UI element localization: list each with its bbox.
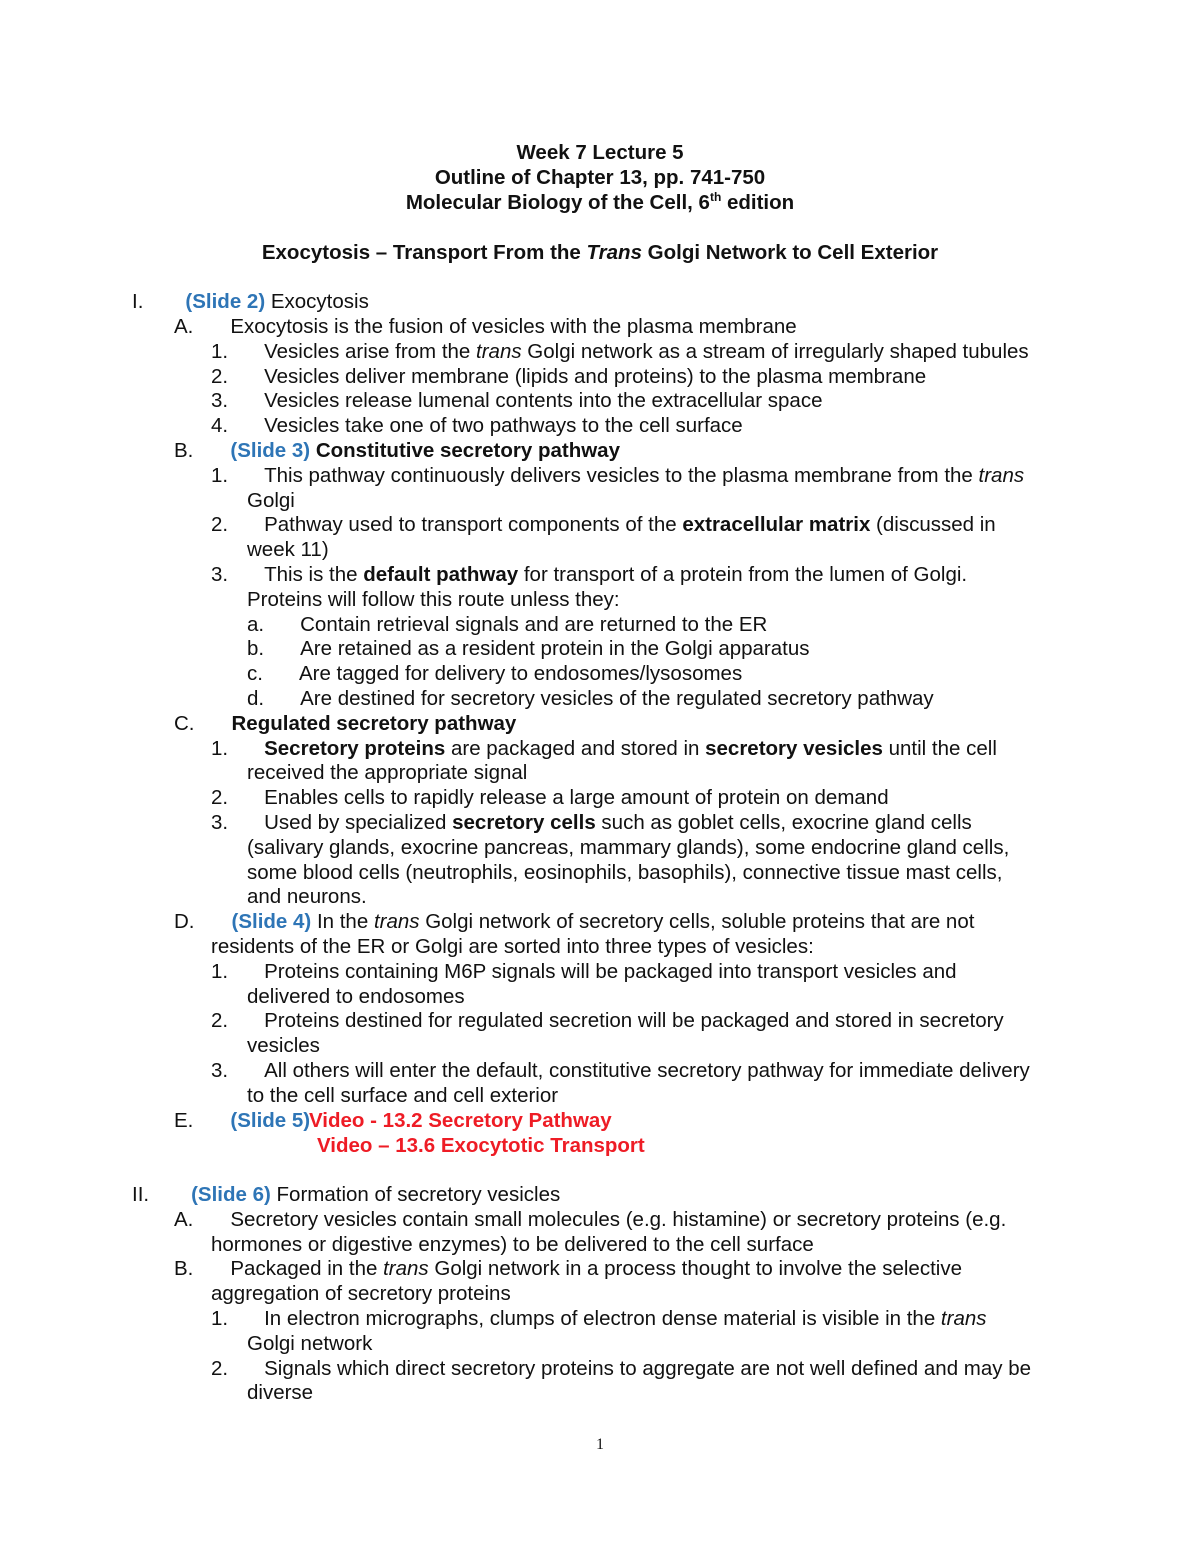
item-i-d-3: 3. All others will enter the default, constitutive secretory pathway for immediate delivery xyxy=(211,1059,1030,1082)
item-i-b-3-b: b. Are retained as a resident protein in the Golgi apparatus xyxy=(247,637,810,660)
header-week-line: Week 7 Lecture 5 xyxy=(516,141,684,164)
item-ii-a-cont: hormones or digestive enzymes) to be delivered to the cell surface xyxy=(211,1233,814,1256)
item-ii-b-2: 2. Signals which direct secretory proteins to aggregate are not well defined and may be xyxy=(211,1357,1032,1380)
item-i-b-3-c: c. Are tagged for delivery to endosomes/lysosomes xyxy=(247,662,743,685)
item-ii-b-1-cont: Golgi network xyxy=(247,1332,373,1355)
item-i-d-1: 1. Proteins containing M6P signals will be packaged into transport vesicles and xyxy=(211,960,957,983)
item-i-c-2: 2. Enables cells to rapidly release a large amount of protein on demand xyxy=(211,786,889,809)
header-textbook-line: Molecular Biology of the Cell, 6th edition xyxy=(405,190,795,214)
item-i-d: D. (Slide 4) In the trans Golgi network of secretory cells, soluble proteins that are not xyxy=(174,910,975,933)
item-ii-b-2-cont: diverse xyxy=(247,1381,314,1404)
item-i-a-2: 2. Vesicles deliver membrane (lipids and proteins) to the plasma membrane xyxy=(211,365,927,388)
section-i-heading: I. (Slide 2) Exocytosis xyxy=(132,290,369,313)
item-i-b-1-cont: Golgi xyxy=(247,489,295,512)
item-ii-a: A. Secretory vesicles contain small molecules (e.g. histamine) or secretory proteins (e.g. xyxy=(174,1208,1007,1231)
item-i-b-1: 1. This pathway continuously delivers vesicles to the plasma membrane from the trans xyxy=(211,464,1025,487)
item-i-a-3: 3. Vesicles release lumenal contents into the extracellular space xyxy=(211,389,823,412)
page-number: 1 xyxy=(596,1436,604,1453)
item-ii-b-1: 1. In electron micrographs, clumps of electron dense material is visible in the trans xyxy=(211,1307,987,1330)
item-i-b-3-d: d. Are destined for secretory vesicles of the regulated secretory pathway xyxy=(247,687,934,710)
item-i-d-2-cont: vesicles xyxy=(247,1034,320,1057)
item-ii-b-cont: aggregation of secretory proteins xyxy=(211,1282,511,1305)
item-ii-b: B. Packaged in the trans Golgi network in a process thought to involve the selective xyxy=(174,1257,962,1280)
item-i-d-1-cont: delivered to endosomes xyxy=(247,985,465,1008)
item-i-a-4: 4. Vesicles take one of two pathways to the cell surface xyxy=(211,414,743,437)
item-i-d-cont: residents of the ER or Golgi are sorted into three types of vesicles: xyxy=(211,935,814,958)
item-i-b-3: 3. This is the default pathway for transport of a protein from the lumen of Golgi. xyxy=(211,563,968,586)
item-i-a: A. Exocytosis is the fusion of vesicles with the plasma membrane xyxy=(174,315,797,338)
item-i-c-1-cont: received the appropriate signal xyxy=(247,761,528,784)
video-link-secretory-pathway[interactable]: Video - 13.2 Secretory Pathway xyxy=(309,1109,612,1132)
item-i-c-3: 3. Used by specialized secretory cells such as goblet cells, exocrine gland cells xyxy=(211,811,972,834)
item-i-e: E. (Slide 5) xyxy=(174,1109,311,1132)
item-i-b-3-cont: Proteins will follow this route unless they: xyxy=(247,588,620,611)
item-i-c: C. Regulated secretory pathway xyxy=(174,712,517,735)
item-i-b-3-a: a. Contain retrieval signals and are returned to the ER xyxy=(247,613,768,636)
item-i-b-2: 2. Pathway used to transport components of the extracellular matrix (discussed in xyxy=(211,513,996,536)
item-i-d-2: 2. Proteins destined for regulated secretion will be packaged and stored in secretory xyxy=(211,1009,1004,1032)
item-i-c-3-cont2: some blood cells (neutrophils, eosinophils, basophils), connective tissue mast cells, xyxy=(247,861,1003,884)
item-i-b-2-cont: week 11) xyxy=(247,538,329,561)
item-i-c-1: 1. Secretory proteins are packaged and stored in secretory vesicles until the cell xyxy=(211,737,997,760)
video-link-exocytotic-transport[interactable]: Video – 13.6 Exocytotic Transport xyxy=(317,1134,645,1157)
item-i-c-3-cont3: and neurons. xyxy=(247,885,367,908)
header-outline-line: Outline of Chapter 13, pp. 741-750 xyxy=(434,166,766,189)
section-ii-heading: II. (Slide 6) Formation of secretory vesicles xyxy=(132,1183,561,1206)
item-i-c-3-cont1: (salivary glands, exocrine pancreas, mammary glands), some endocrine gland cells, xyxy=(247,836,1010,859)
item-i-d-3-cont: to the cell surface and cell exterior xyxy=(247,1084,559,1107)
item-i-b: B. (Slide 3) Constitutive secretory pathway xyxy=(174,439,620,462)
document-title: Exocytosis – Transport From the Trans Golgi Network to Cell Exterior xyxy=(261,241,939,264)
item-i-a-1: 1. Vesicles arise from the trans Golgi network as a stream of irregularly shaped tubules xyxy=(211,340,1029,363)
